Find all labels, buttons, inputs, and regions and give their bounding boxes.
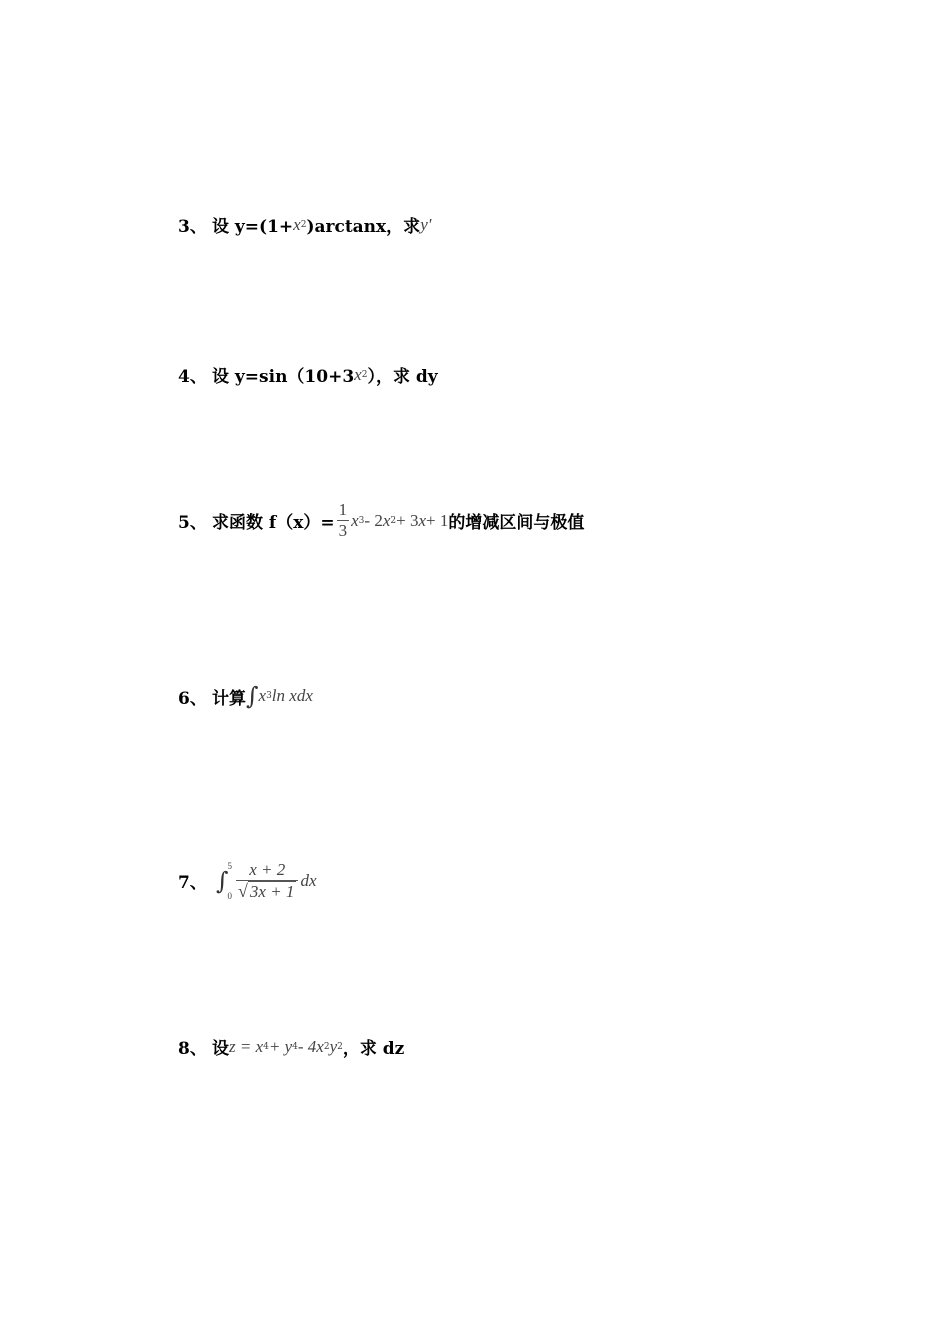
fraction-numerator: 1 [338, 500, 348, 519]
math-derivative: y' [420, 214, 432, 234]
question-text: 设 y=sin（10+3 [212, 367, 355, 387]
question-text: 设 [212, 1039, 229, 1059]
poly-term: x [351, 510, 359, 530]
poly-term: + 3 [396, 510, 419, 530]
math-exponent: 2 [337, 1041, 343, 1052]
math-exponent: 3 [358, 515, 365, 526]
math-expression: z = x [229, 1036, 264, 1056]
math-exponent: 2 [390, 515, 397, 526]
math-expression: + y [268, 1036, 293, 1056]
question-6 [178, 682, 313, 710]
poly-term: - 2 [364, 510, 383, 530]
poly-term: x [418, 510, 426, 530]
question-text: 计算 [212, 688, 246, 709]
question-text: )arctanx，求 [306, 217, 421, 237]
integral-limits [228, 861, 233, 901]
math-expression: - 4x [297, 1036, 324, 1056]
question-text: 的增减区间与极值 [448, 513, 585, 533]
math-exponent: 2 [361, 369, 368, 380]
question-text: 求函数 f（x）= [212, 513, 335, 533]
square-root [236, 881, 298, 901]
integral-sign: ∫ [246, 682, 259, 710]
fraction-denominator: 3 [338, 521, 348, 540]
differential: dx [300, 870, 317, 890]
math-variable: x [258, 686, 267, 705]
question-number: 6、 [178, 688, 207, 709]
question-7 [178, 860, 316, 901]
poly-term: + 1 [426, 510, 449, 530]
question-text: ，求 dz [342, 1039, 405, 1059]
question-3 [178, 212, 431, 237]
math-variable: x [354, 364, 362, 384]
question-text: 设 y=(1+ [212, 217, 294, 237]
fraction [236, 860, 298, 901]
math-expression: ln xdx [271, 686, 313, 705]
math-exponent: 2 [300, 219, 307, 230]
question-number: 4、 [178, 367, 207, 387]
math-exponent: 2 [323, 1041, 330, 1052]
math-exponent: 4 [292, 1041, 298, 1052]
question-number: 7、 [178, 873, 207, 893]
question-number: 5、 [178, 513, 207, 533]
question-5 [178, 500, 584, 541]
question-8 [178, 1034, 404, 1059]
question-4 [178, 362, 438, 387]
math-expression: y [329, 1036, 338, 1056]
math-exponent: 4 [263, 1041, 269, 1052]
integral-sign: ∫ [216, 866, 229, 895]
upper-limit: 5 [227, 860, 233, 871]
question-number: 8、 [178, 1039, 207, 1059]
lower-limit: 0 [227, 890, 233, 901]
question-number: 3、 [178, 217, 207, 237]
fraction-numerator: x + 2 [249, 860, 286, 879]
poly-term: x [382, 510, 391, 530]
radical-icon: √ [238, 881, 248, 901]
math-variable: x [293, 214, 301, 234]
math-exponent: 3 [266, 691, 272, 701]
question-text: ），求 dy [367, 367, 438, 387]
fraction [337, 500, 350, 541]
radicand: 3x + 1 [249, 882, 295, 901]
